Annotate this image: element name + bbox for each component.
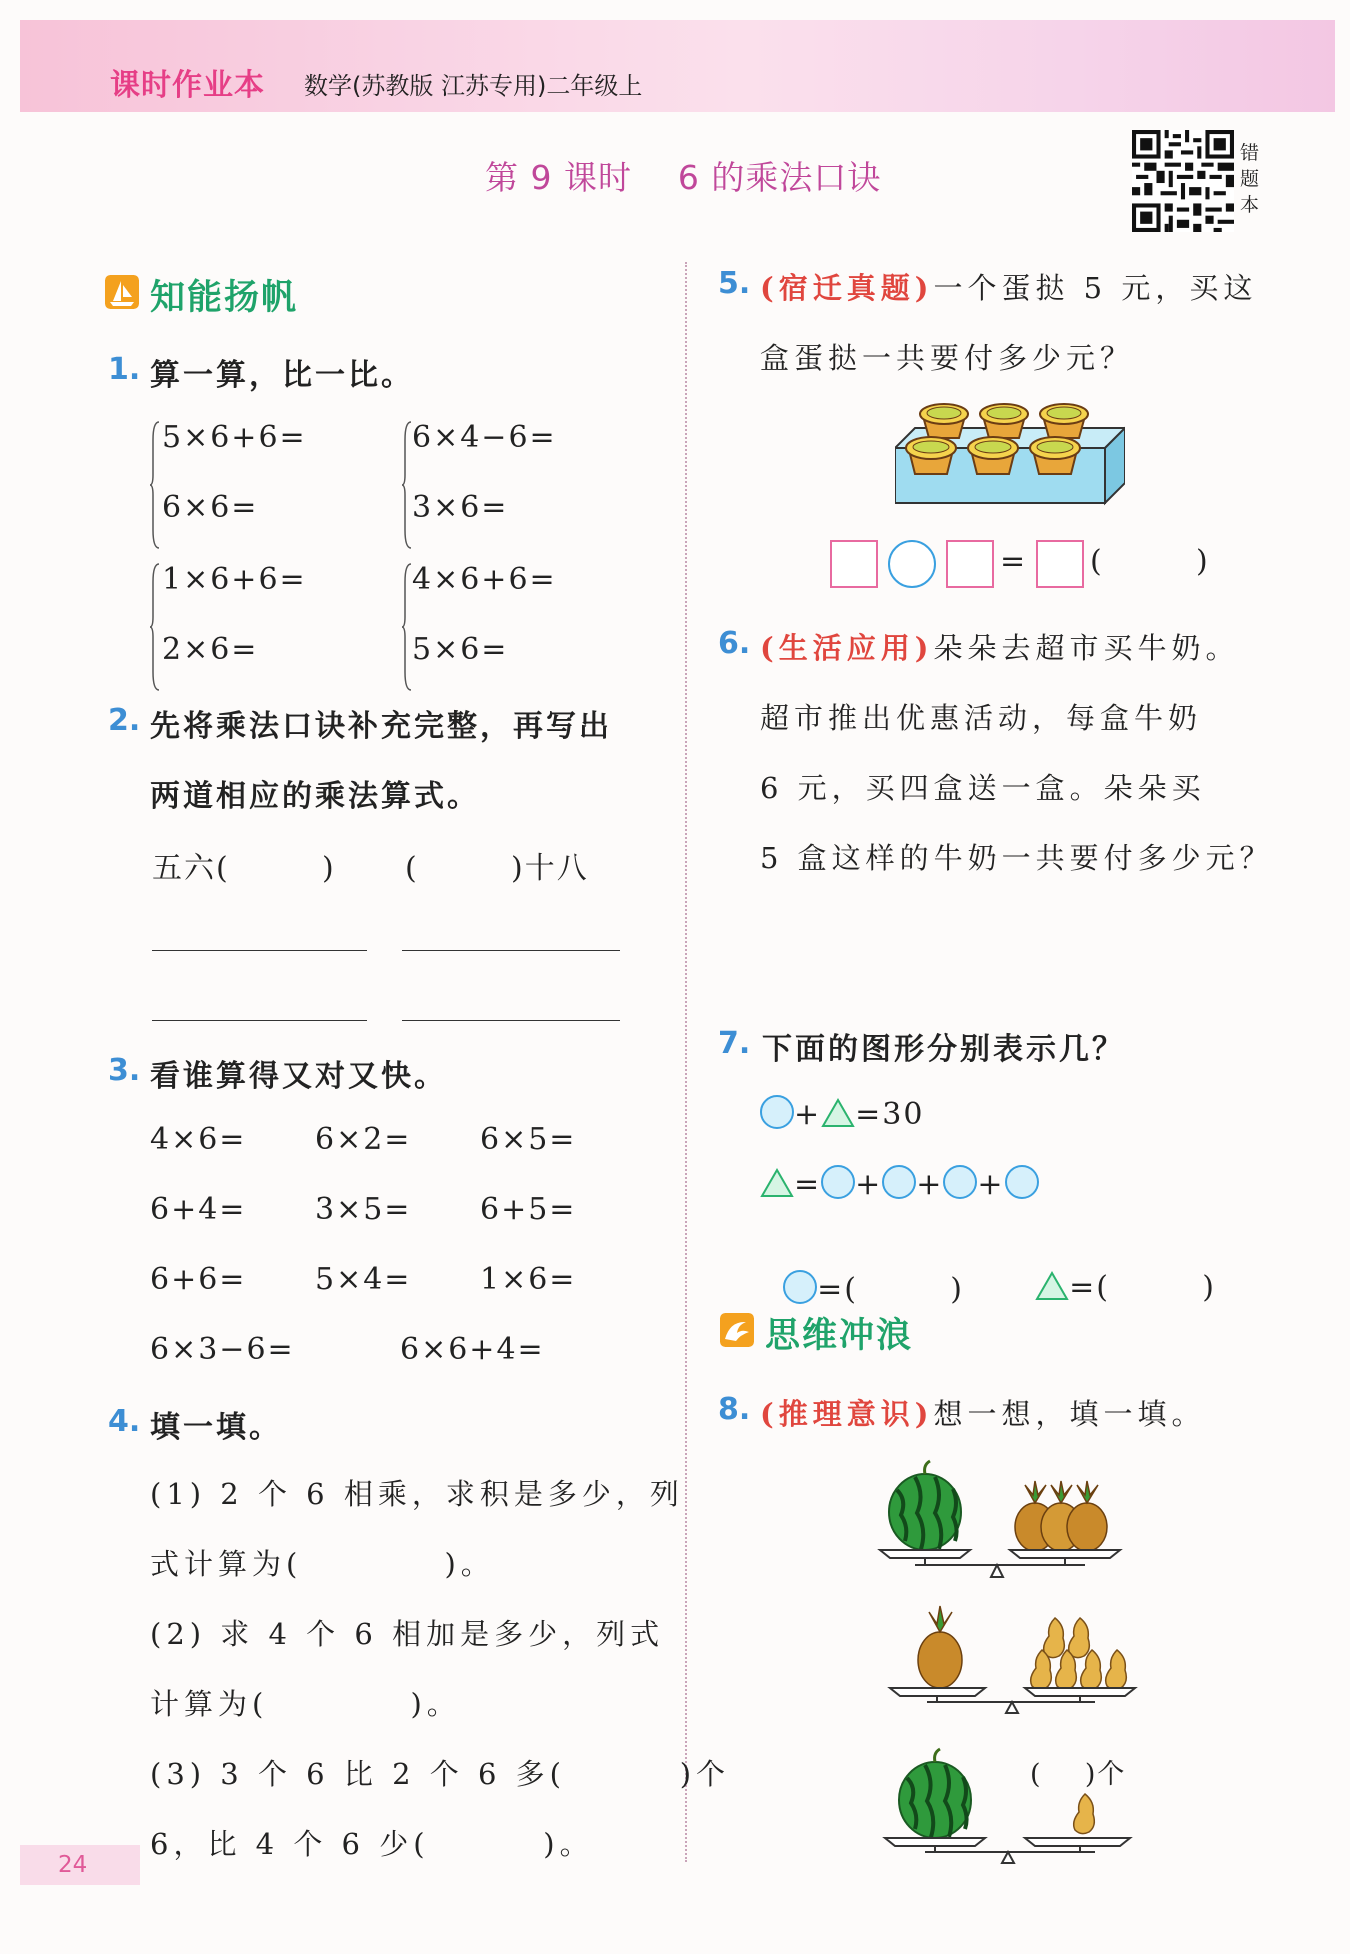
q2-fill-2[interactable]: ( )十八 (405, 851, 589, 886)
answer-box[interactable] (1036, 540, 1084, 588)
section-sail-icon (105, 275, 139, 309)
q2-fill-1[interactable]: 五六( ) (152, 851, 336, 886)
operator-circle[interactable] (888, 540, 936, 588)
q3-expr: 6×3−6= (150, 1332, 295, 1367)
circle-shape-icon (882, 1165, 916, 1199)
answer-line[interactable] (402, 950, 620, 951)
q8-answer-blank[interactable]: ( )个 (1030, 1759, 1127, 1790)
q7-eq2: = + + + (760, 1165, 1039, 1202)
q2-number: 2. (108, 703, 141, 738)
q3-expr: 4×6= (150, 1122, 247, 1157)
answer-line[interactable] (152, 950, 367, 951)
q1-expr: 5×6+6= (162, 420, 307, 455)
q4-line[interactable]: 6，比 4 个 6 少( )。 (150, 1827, 594, 1861)
q3-expr: 6×6+4= (400, 1332, 545, 1367)
brace-icon (150, 562, 160, 692)
watermelon-icon (889, 1461, 961, 1550)
q5-unit-blank[interactable]: ( ) (1090, 544, 1210, 579)
pineapple-icon (918, 1606, 962, 1688)
watermelon-icon (899, 1749, 971, 1838)
q4-line[interactable]: (3) 3 个 6 比 2 个 6 多( )个 (150, 1757, 731, 1791)
q5-text: 一个蛋挞 5 元，买这 (933, 271, 1258, 305)
circle-shape-icon (783, 1270, 817, 1304)
brand-title: 课时作业本 (110, 68, 265, 103)
triangle-shape-icon (1035, 1271, 1069, 1301)
qr-code-icon[interactable] (1132, 130, 1234, 232)
q8-tag: (推理意识) (760, 1397, 934, 1431)
book-subtitle: 数学(苏教版 江苏专用)二年级上 (304, 72, 643, 100)
q3-expr: 6+5= (480, 1192, 577, 1227)
q1-expr: 6×6= (162, 490, 259, 525)
q1-number: 1. (108, 352, 141, 387)
q3-expr: 6×5= (480, 1122, 577, 1157)
pear-icon (1031, 1618, 1127, 1690)
q1-expr: 3×6= (412, 490, 509, 525)
q6-line1 (760, 626, 1239, 667)
circle-shape-icon (760, 1095, 794, 1129)
balance-watermelon-pineapples (875, 1455, 1135, 1580)
q8-title: 想一想，填一填。 (933, 1397, 1206, 1431)
q4-line: (1) 2 个 6 相乘，求积是多少，列 (150, 1477, 684, 1511)
q1-expr: 5×6= (412, 632, 509, 667)
lesson-title: 第 9 课时 6 的乘法口诀 (485, 158, 882, 197)
q3-expr: 6×2= (315, 1122, 412, 1157)
q3-expr: 1×6= (480, 1262, 577, 1297)
q7-eq1: + =30 (760, 1095, 924, 1132)
q3-title: 看谁算得又对又快。 (150, 1059, 447, 1094)
q2-line1: 先将乘法口诀补充完整，再写出 (150, 709, 612, 744)
q6-line4: 5 盒这样的牛奶一共要付多少元？ (760, 841, 1274, 875)
q3-expr: 6+4= (150, 1192, 247, 1227)
answer-line[interactable] (402, 1020, 620, 1021)
q3-expr: 3×5= (315, 1192, 412, 1227)
egg-tart-box-icon (895, 398, 1125, 508)
q4-title: 填一填。 (150, 1410, 282, 1445)
section-wave-icon (720, 1313, 754, 1347)
q2-line2: 两道相应的乘法算式。 (150, 779, 480, 814)
q7-number: 7. (718, 1026, 751, 1061)
pineapple-icon (1015, 1481, 1107, 1551)
pear-icon (1074, 1794, 1095, 1834)
circle-shape-icon (1005, 1165, 1039, 1199)
q7-title: 下面的图形分别表示几？ (762, 1032, 1125, 1067)
q5-line1 (760, 266, 1257, 307)
column-divider (685, 262, 687, 1862)
wrong-questions-label: 错题本 (1240, 142, 1260, 216)
section-title-zhineng: 知能扬帆 (150, 278, 299, 318)
q6-line2: 超市推出优惠活动，每盒牛奶 (760, 701, 1203, 735)
q7-circle-blank[interactable]: =( ) (817, 1272, 964, 1307)
q1-expr: 6×4−6= (412, 420, 557, 455)
balance-pineapple-pears (885, 1600, 1140, 1715)
q7-eq1-result: =30 (855, 1097, 925, 1132)
q4-line[interactable]: 计算为( )。 (150, 1687, 461, 1721)
q6-tag: (生活应用) (760, 631, 934, 665)
q7-answer-circle[interactable] (760, 1235, 964, 1307)
triangle-shape-icon (821, 1098, 855, 1128)
brace-icon (402, 420, 412, 550)
page-number: 24 (58, 1852, 88, 1878)
q7-triangle-blank[interactable]: =( ) (1069, 1270, 1216, 1305)
circle-shape-icon (821, 1165, 855, 1199)
answer-box[interactable] (946, 540, 994, 588)
answer-box[interactable] (830, 540, 878, 588)
q3-number: 3. (108, 1053, 141, 1088)
q3-expr: 6+6= (150, 1262, 247, 1297)
q8-number: 8. (718, 1392, 751, 1427)
q4-number: 4. (108, 1404, 141, 1439)
q4-line: (2) 求 4 个 6 相加是多少，列式 (150, 1617, 665, 1651)
q6-number: 6. (718, 626, 751, 661)
q1-title: 算一算，比一比。 (150, 358, 414, 393)
brace-icon (402, 562, 412, 692)
brace-icon (150, 420, 160, 550)
q5-tag: (宿迁真题) (760, 271, 934, 305)
q5-line2: 盒蛋挞一共要付多少元？ (760, 341, 1135, 375)
circle-shape-icon (943, 1165, 977, 1199)
equals-sign: = (1000, 544, 1028, 579)
q8-line (760, 1392, 1205, 1433)
q1-expr: 2×6= (162, 632, 259, 667)
section-title-siwei: 思维冲浪 (765, 1316, 914, 1356)
q4-line[interactable]: 式计算为( )。 (150, 1547, 495, 1581)
q5-number: 5. (718, 266, 751, 301)
q3-expr: 5×4= (315, 1262, 412, 1297)
q6-line3: 6 元，买四盒送一盒。朵朵买 (760, 771, 1206, 805)
q7-answer-triangle[interactable] (1012, 1235, 1216, 1305)
q1-expr: 1×6+6= (162, 562, 307, 597)
q1-expr: 4×6+6= (412, 562, 557, 597)
q6-text: 朵朵去超市买牛奶。 (933, 631, 1240, 665)
triangle-shape-icon (760, 1168, 794, 1198)
answer-line[interactable] (152, 1020, 367, 1021)
